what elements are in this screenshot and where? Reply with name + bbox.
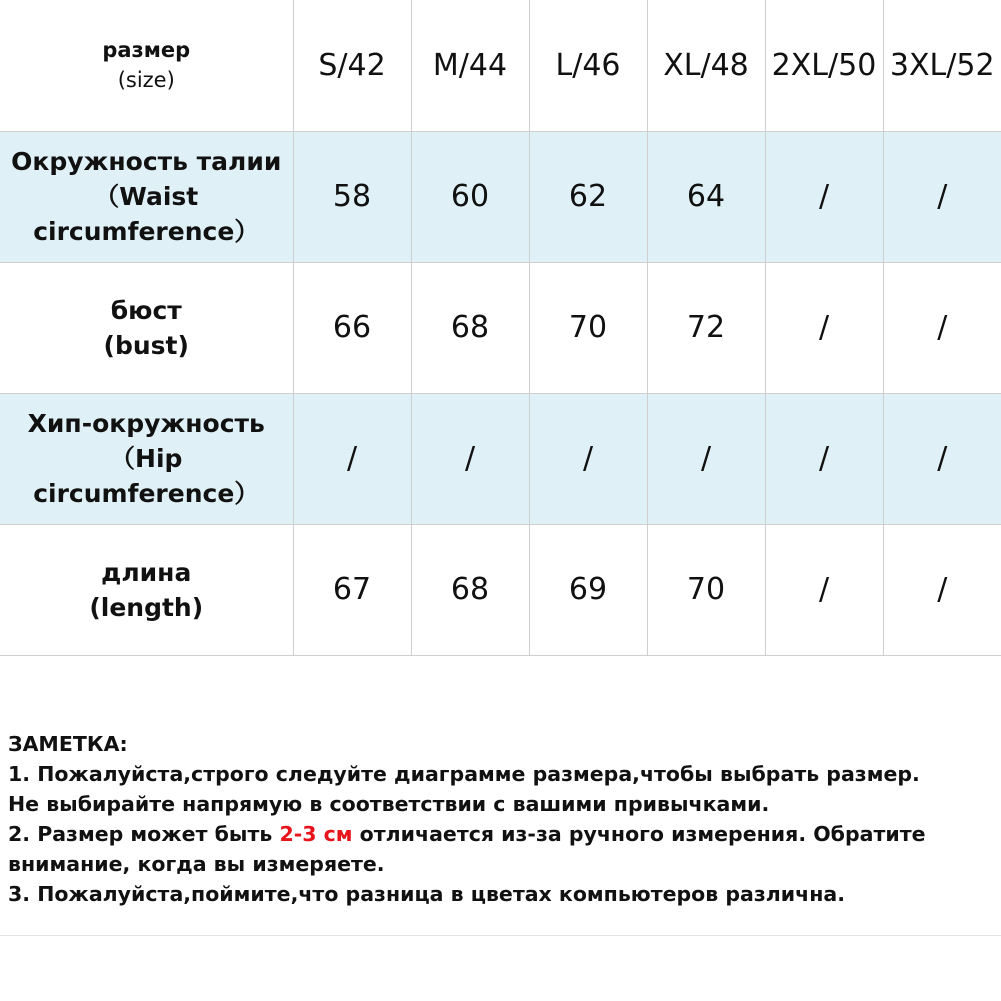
table-row-bust — [0, 262, 1001, 393]
note-line-2: Не выбирайте напрямую в соответствии с вашими привычками. — [8, 792, 770, 816]
table-cell: 69 — [529, 524, 647, 655]
row-label-line: длина — [101, 557, 192, 587]
row-label-line: （Waist — [94, 182, 199, 211]
table-cell: / — [647, 393, 765, 524]
row-label-line: （Hip — [110, 444, 183, 473]
table-cell: / — [883, 393, 1001, 524]
table-cell: 58 — [293, 131, 411, 262]
size-header-xl: XL/48 — [647, 0, 765, 131]
note-line-3 — [8, 819, 998, 849]
table-cell: / — [411, 393, 529, 524]
table-cell: 67 — [293, 524, 411, 655]
row-label-line: (length) — [89, 592, 204, 622]
row-label-line: Хип-окружность — [27, 409, 265, 438]
table-cell: 68 — [411, 262, 529, 393]
size-header-s: S/42 — [293, 0, 411, 131]
row-label-waist — [0, 131, 293, 262]
size-label-ru: размер — [102, 38, 191, 63]
table-cell: / — [883, 131, 1001, 262]
table-cell: 66 — [293, 262, 411, 393]
table-cell: 72 — [647, 262, 765, 393]
size-header-2xl: 2XL/50 — [765, 0, 883, 131]
table-cell: 60 — [411, 131, 529, 262]
row-label-line: бюст — [110, 295, 182, 325]
table-cell: 62 — [529, 131, 647, 262]
table-cell: / — [765, 524, 883, 655]
note-line-5: 3. Пожалуйста,поймите,что разница в цветах компьютеров различна. — [8, 882, 846, 906]
table-row-length — [0, 524, 1001, 655]
header-row — [0, 0, 1001, 131]
notes-section — [8, 729, 998, 909]
table-row-waist — [0, 131, 1001, 262]
table-cell: / — [883, 524, 1001, 655]
table-cell: / — [293, 393, 411, 524]
table-cell: / — [765, 262, 883, 393]
note-highlight: 2-3 см — [279, 822, 353, 846]
note-line-3-post: отличается из-за ручного измерения. Обратите — [352, 822, 926, 846]
row-label-line: (bust) — [103, 330, 189, 360]
row-label-line: circumference） — [33, 217, 260, 246]
row-label-line: circumference） — [33, 479, 260, 508]
table-cell: / — [529, 393, 647, 524]
table-cell: 68 — [411, 524, 529, 655]
row-label-length — [0, 524, 293, 655]
table-cell: 70 — [647, 524, 765, 655]
table-cell: / — [765, 393, 883, 524]
table-row-hip — [0, 393, 1001, 524]
size-header-label — [0, 0, 293, 131]
row-label-line: Окружность талии — [11, 147, 282, 176]
note-line-1: 1. Пожалуйста,строго следуйте диаграмме размера,чтобы выбрать размер. — [8, 762, 920, 786]
size-header-m: M/44 — [411, 0, 529, 131]
table-cell: / — [765, 131, 883, 262]
size-label-en: (size) — [117, 68, 175, 93]
notes-title: ЗАМЕТКА: — [8, 732, 128, 756]
size-header-l: L/46 — [529, 0, 647, 131]
table-cell: 70 — [529, 262, 647, 393]
row-label-bust — [0, 262, 293, 393]
size-header-3xl: 3XL/52 — [883, 0, 1001, 131]
row-label-hip — [0, 393, 293, 524]
note-line-3-pre: 2. Размер может быть — [8, 822, 280, 846]
table-cell: / — [883, 262, 1001, 393]
table-cell: 64 — [647, 131, 765, 262]
note-line-4: внимание, когда вы измеряете. — [8, 852, 385, 876]
